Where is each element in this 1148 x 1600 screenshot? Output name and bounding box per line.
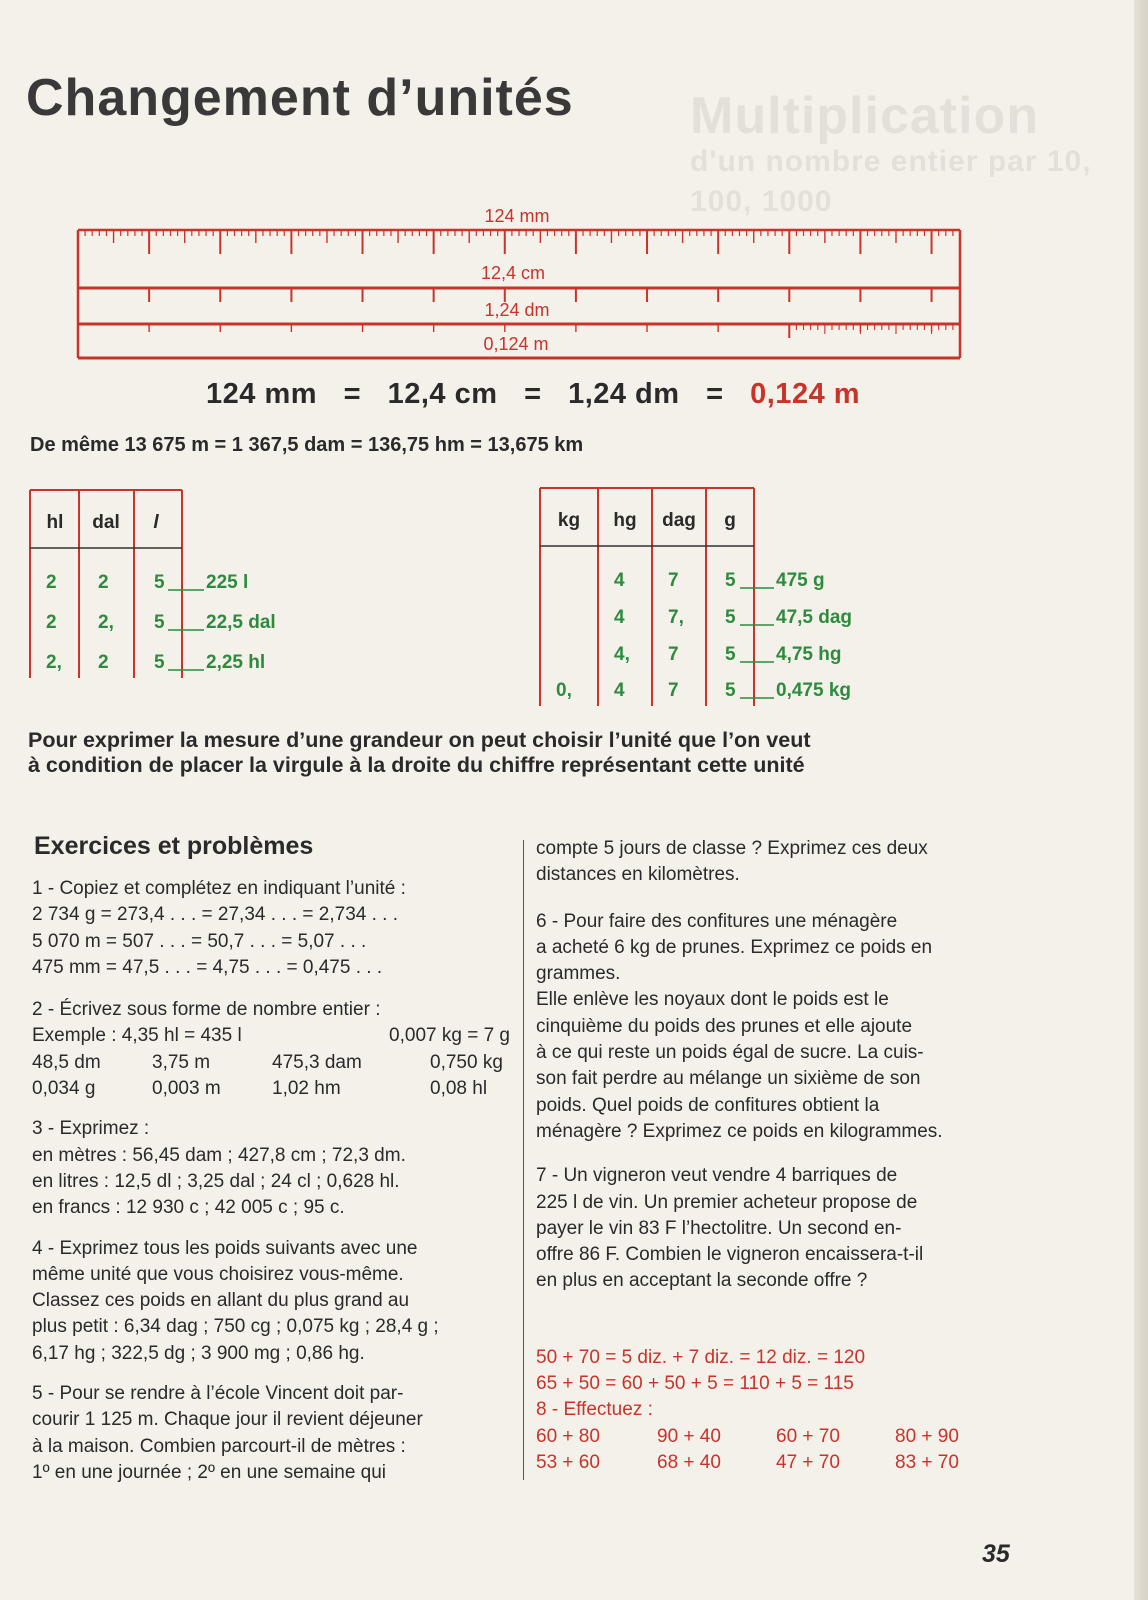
- ex8-head: 8 - Effectuez :: [536, 1399, 653, 1421]
- cap-r1-c1: 2: [46, 572, 57, 593]
- ruler-label-m: 0,124 m: [483, 334, 549, 354]
- mass-r2-hg: 4: [614, 607, 625, 628]
- ex1-line: 2 734 g = 273,4 . . . = 27,34 . . . = 2,734 . . .: [32, 904, 399, 926]
- ex1-line: 5 070 m = 507 . . . = 50,7 . . . = 5,07 . . .: [32, 930, 367, 952]
- mass-header-kg: kg: [557, 510, 581, 531]
- mass-r2-g: 5: [725, 607, 736, 628]
- mass-r1-result: 475 g: [776, 570, 825, 591]
- ex4: 4 - Exprimez tous les poids suivants avec une même unité que vous choisirez vous-même. Classez ces poids en allant du plus grand au plus petit : 6,34 dag ; 750 cg ; 0,075 kg ; 28,4 g ; 6,17 hg ; 322,5 dg ; 3 900 mg ; 0,86 hg.: [32, 1237, 439, 1364]
- ex3-line: en litres : 12,5 dl ; 3,25 dal ; 24 cl ; 0,628 hl.: [32, 1170, 400, 1192]
- cap-r2-result: 22,5 dal: [206, 612, 276, 633]
- mass-header-g: g: [724, 510, 736, 531]
- cap-r3-c2: 2: [98, 652, 109, 673]
- mass-r1-dag: 7: [668, 570, 679, 591]
- de-meme-line: De même 13 675 m = 1 367,5 dam = 136,75 hm = 13,675 km: [30, 434, 584, 456]
- mass-r3-g: 5: [725, 644, 736, 665]
- mass-table: [536, 486, 896, 711]
- ex3-line: en francs : 12 930 c ; 42 005 c ; 95 c.: [32, 1197, 345, 1219]
- page-title: Changement d’unités: [26, 69, 574, 127]
- ex2-head: 2 - Écrivez sous forme de nombre entier :: [32, 999, 381, 1021]
- ex6: 6 - Pour faire des confitures une ménagère a acheté 6 kg de prunes. Exprimez ce poids en grammes. Elle enlève les noyaux dont le poids est le cinquième du poids des prunes et elle ajoute à ce qui reste un poids égal de sucre. La cuis- son fait perdre au mélange un sixième de son poids. Quel poids de confitures obtient la ménagère ? Exprimez ce poids en kilogrammes.: [536, 910, 943, 1142]
- ruler-figure: [70, 200, 970, 370]
- mass-r4-kg: 0,: [556, 680, 572, 701]
- cap-r1-c2: 2: [98, 572, 109, 593]
- column-divider: [523, 840, 524, 1480]
- mass-r1-hg: 4: [614, 570, 625, 591]
- mass-header-dag: dag: [662, 510, 696, 531]
- equality-line: 124 mm = 12,4 cm = 1,24 dm = 0,124 m: [206, 378, 861, 410]
- cap-header-dal: dal: [92, 512, 120, 533]
- page-edge: [1134, 0, 1148, 1600]
- mental-calc: 50 + 70 = 5 diz. + 7 diz. = 12 diz. = 120 65 + 50 = 60 + 50 + 5 = 110 + 5 = 115 8 - Effectuez : 60 + 80 90 + 40 60 + 70 80 + 90 53 + 60 68 + 40 47 + 70 83 + 70: [536, 1345, 1014, 1476]
- cap-r1-c3: 5: [154, 572, 165, 593]
- cap-r3-c1: 2,: [46, 652, 62, 673]
- equality-highlight: 0,124 m: [750, 378, 861, 410]
- exercises-title: Exercices et problèmes: [34, 832, 314, 860]
- cap-r3-result: 2,25 hl: [206, 652, 266, 673]
- mass-r4-g: 5: [725, 680, 736, 701]
- mass-r4-dag: 7: [668, 680, 679, 701]
- capacity-table: [26, 488, 326, 683]
- ex1-line: 475 mm = 47,5 . . . = 4,75 . . . = 0,475 . . .: [32, 956, 383, 978]
- mass-r4-hg: 4: [614, 680, 625, 701]
- right-column: compte 5 jours de classe ? Exprimez ces deux distances en kilomètres. 6 - Pour faire des confitures une ménagère a acheté 6 kg de prunes. Exprimez ce poids en grammes. Elle enlève les noyaux dont le poids est le cinquième du poids des prunes et elle ajoute à ce qui reste un poids égal de sucre. La cuis- son fait perdre au mélange un sixième de son poids. Quel poids de confitures obtient la ménagère ? Exprimez ce poids en kilogrammes. 7 - Un vigneron veut vendre 4 barriques de 225 l de vin. Un premier acheteur propose de payer le vin 83 F l’hectolitre. Un second en- offre 86 F. Combien le vigneron encaissera-t-il en plus en acceptant la seconde offre ? 50 + 70 = 5 diz. + 7 diz. = 12 diz. = 120 65 + 50 = 60 + 50 + 5 = 110 + 5 = 115 8 - Effectuez : 60 + 80 90 + 40 60 + 70 80 + 90 53 + 60 68 + 40 47 + 70 83 + 70: [536, 836, 1014, 1476]
- cap-r3-c3: 5: [154, 652, 165, 673]
- mass-r4-result: 0,475 kg: [776, 680, 851, 701]
- ex3-head: 3 - Exprimez :: [32, 1118, 150, 1140]
- cap-header-l: l: [153, 512, 159, 533]
- ex8-row: 53 + 60 68 + 40 47 + 70 83 + 70: [536, 1451, 959, 1473]
- mass-r2-result: 47,5 dag: [776, 607, 853, 628]
- mass-r1-g: 5: [725, 570, 736, 591]
- ex7: 7 - Un vigneron veut vendre 4 barriques de 225 l de vin. Un premier acheteur propose de payer le vin 83 F l’hectolitre. Un second en- offre 86 F. Combien le vigneron encaissera-t-il en plus en acceptant la seconde offre ?: [536, 1165, 924, 1292]
- mass-r3-dag: 7: [668, 644, 679, 665]
- ruler-label-dm: 1,24 dm: [484, 300, 550, 320]
- cap-r2-c3: 5: [154, 612, 165, 633]
- ruler-label-cm: 12,4 cm: [480, 263, 546, 283]
- ruler-label-mm: 124 mm: [484, 206, 550, 226]
- ex8-row: 60 + 80 90 + 40 60 + 70 80 + 90: [536, 1425, 959, 1447]
- cap-r2-c1: 2: [46, 612, 57, 633]
- show-through-text: Multiplication d'un nombre entier par 10, 100, 1000: [690, 87, 1092, 218]
- left-column: [32, 876, 510, 1486]
- rule-statement: Pour exprimer la mesure d’une grandeur on peut choisir l’unité que l’on veut à condition de placer la virgule à la droite du chiffre représentant cette unité: [28, 728, 811, 777]
- ex2-row: 48,5 dm 3,75 m 475,3 dam 0,750 kg: [32, 1051, 503, 1073]
- cap-r2-c2: 2,: [98, 612, 114, 633]
- mass-r3-result: 4,75 hg: [776, 644, 842, 665]
- cap-header-hl: hl: [46, 512, 64, 533]
- ex1-head: 1 - Copiez et complétez en indiquant l’unité :: [32, 878, 406, 899]
- cap-r1-result: 225 l: [206, 572, 249, 593]
- ex2-example: Exemple : 4,35 hl = 435 l 0,007 kg = 7 g: [32, 1025, 510, 1047]
- mass-r3-hg: 4,: [614, 644, 630, 665]
- ex5: 5 - Pour se rendre à l’école Vincent doit par- courir 1 125 m. Chaque jour il revient déjeuner à la maison. Combien parcourt-il de mètres : 1º en une journée ; 2º en une semaine qui: [32, 1383, 423, 1483]
- mass-header-hg: hg: [613, 510, 637, 531]
- mass-r2-dag: 7,: [668, 607, 684, 628]
- ex3-line: en mètres : 56,45 dam ; 427,8 cm ; 72,3 dm.: [32, 1144, 406, 1166]
- page-number: 35: [982, 1540, 1010, 1568]
- ex2-row: 0,034 g 0,003 m 1,02 hm 0,08 hl: [32, 1078, 488, 1100]
